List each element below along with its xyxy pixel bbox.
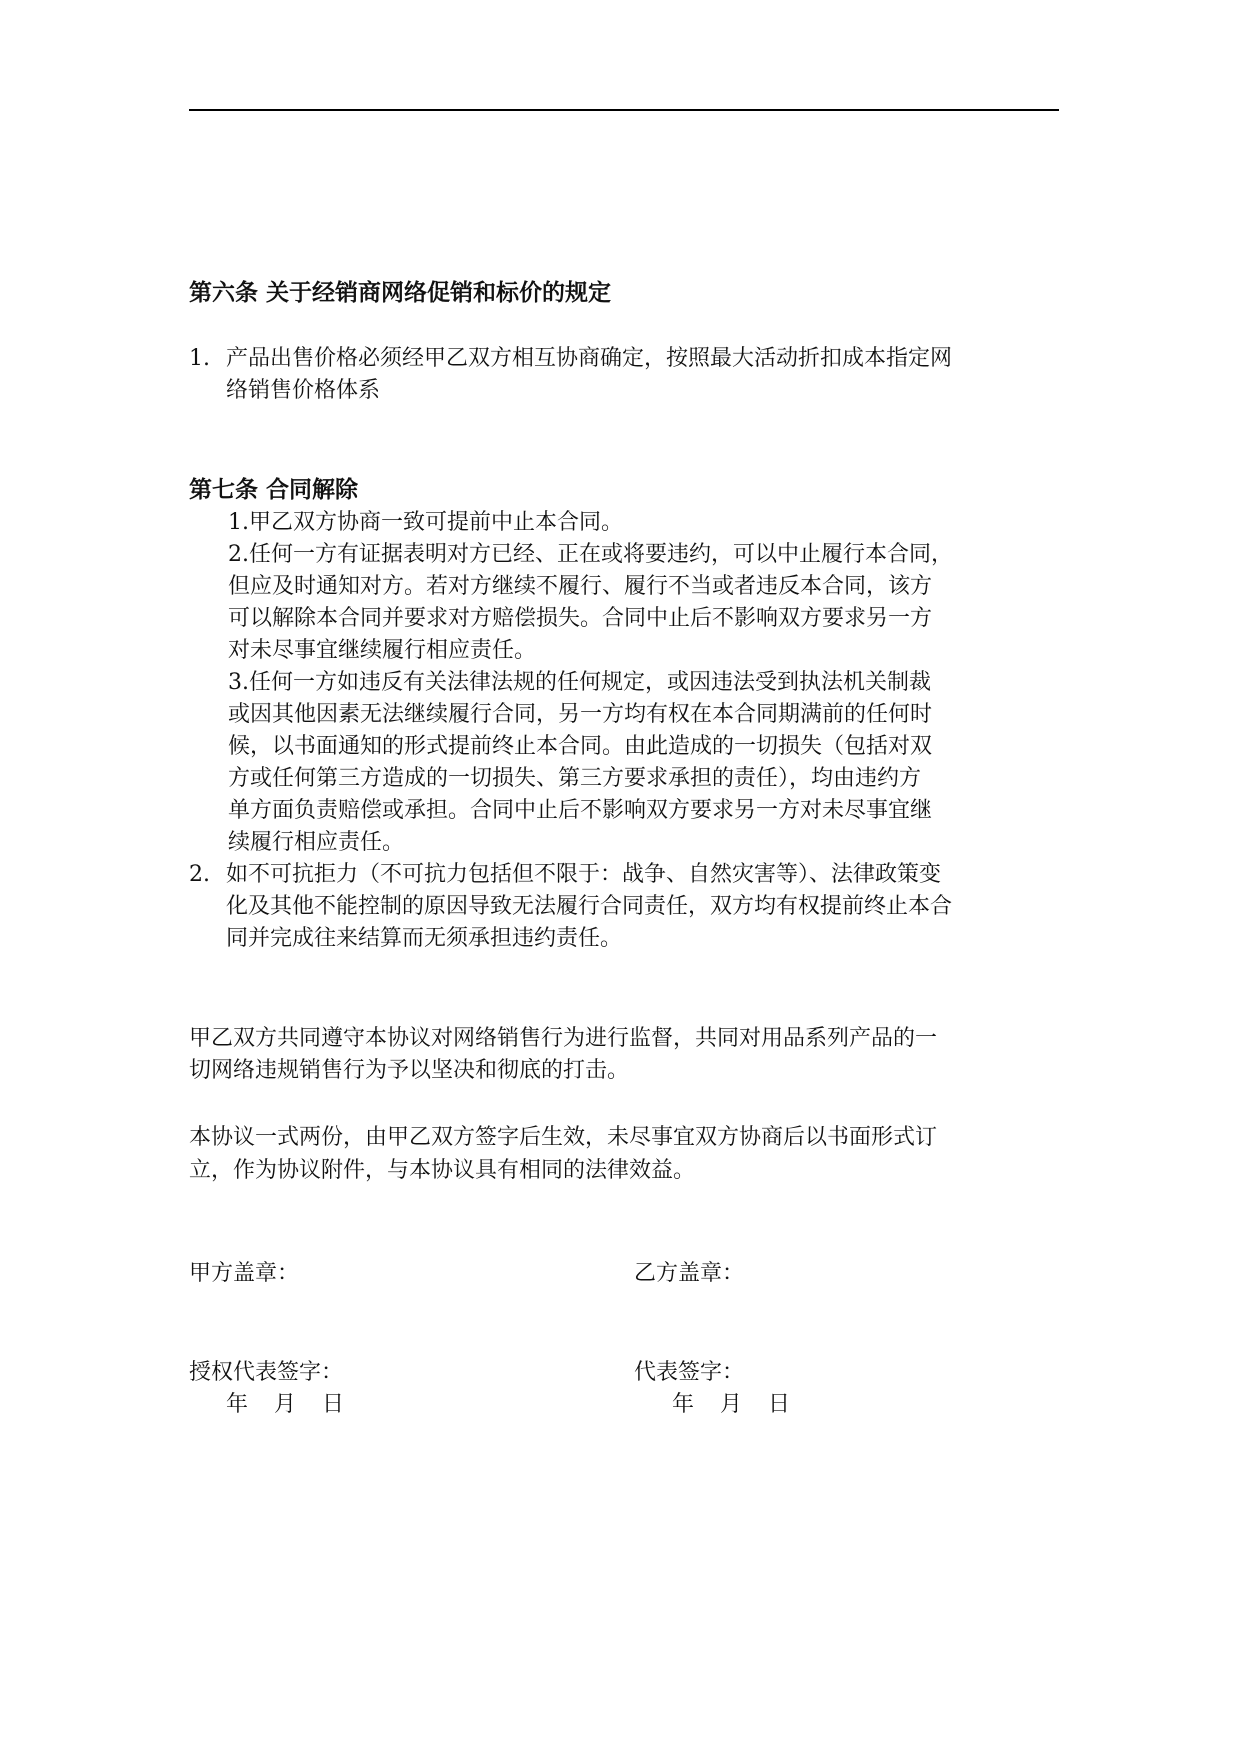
article-7-clause-2-line: 可以解除本合同并要求对方赔偿损失。合同中止后不影响双方要求另一方: [228, 606, 933, 631]
article-6-item-1-line-2: 络销售价格体系: [226, 378, 381, 403]
article-7-item-2-number: 2.: [189, 862, 210, 887]
party-b-seal-label: 乙方盖章：: [634, 1261, 745, 1286]
article-6-heading: 第六条 关于经销商网络促销和标价的规定: [189, 280, 612, 306]
article-7-clause-1: 1.甲乙双方协商一致可提前中止本合同。: [228, 510, 623, 535]
article-6-item-1-number: 1.: [189, 346, 210, 371]
party-a-seal-label: 甲方盖章：: [189, 1261, 300, 1286]
article-7-clause-2-line: 2.任何一方有证据表明对方已经、正在或将要违约，可以中止履行本合同，: [228, 542, 953, 567]
party-a-date: [226, 1389, 370, 1421]
article-7-clause-3-line: 3.任何一方如违反有关法律法规的任何规定，或因违法受到执法机关制裁: [228, 670, 931, 695]
article-7-item-2-line: 同并完成往来结算而无须承担违约责任。: [226, 926, 623, 951]
article-7-clause-3-line: 或因其他因素无法继续履行合同，另一方均有权在本合同期满前的任何时: [228, 702, 933, 727]
party-a-rep-signature-label: 授权代表签字：: [189, 1360, 344, 1385]
date-day: 日: [768, 1392, 791, 1417]
date-year: 年: [672, 1392, 695, 1417]
article-7-clause-3-line: 候，以书面通知的形式提前终止本合同。由此造成的一切损失（包括对双: [228, 734, 933, 759]
closing-paragraph-1-line: 切网络违规销售行为予以坚决和彻底的打击。: [189, 1058, 630, 1083]
article-7-clause-3-line: 续履行相应责任。: [228, 830, 405, 855]
article-7-clause-3-line: 方或任何第三方造成的一切损失、第三方要求承担的责任），均由违约方: [228, 766, 922, 791]
article-7-clause-2-line: 但应及时通知对方。若对方继续不履行、履行不当或者违反本合同，该方: [228, 574, 933, 599]
closing-paragraph-2-line: 立，作为协议附件，与本协议具有相同的法律效益。: [189, 1158, 696, 1183]
article-7-clause-3-line: 单方面负责赔偿或承担。合同中止后不影响双方要求另一方对未尽事宜继: [228, 798, 933, 823]
date-year: 年: [226, 1392, 249, 1417]
article-7-item-2-line: 如不可抗拒力（不可抗力包括但不限于：战争、自然灾害等）、法律政策变: [226, 862, 942, 887]
date-day: 日: [322, 1392, 345, 1417]
article-7-heading: 第七条 合同解除: [189, 477, 359, 503]
article-7-clause-2-line: 对未尽事宜继续履行相应责任。: [228, 638, 537, 663]
date-month: 月: [274, 1392, 297, 1417]
party-b-rep-signature-label: 代表签字：: [634, 1360, 745, 1385]
party-b-date: [672, 1389, 816, 1421]
date-month: 月: [720, 1392, 743, 1417]
article-7-item-2-line: 化及其他不能控制的原因导致无法履行合同责任，双方均有权提前终止本合: [226, 894, 953, 919]
closing-paragraph-1-line: 甲乙双方共同遵守本协议对网络销售行为进行监督，共同对用品系列产品的一: [189, 1026, 938, 1051]
closing-paragraph-2-line: 本协议一式两份，由甲乙双方签字后生效，未尽事宜双方协商后以书面形式订: [189, 1125, 938, 1150]
article-6-item-1-line-1: 产品出售价格必须经甲乙双方相互协商确定，按照最大活动折扣成本指定网: [226, 346, 953, 371]
header-rule: [189, 109, 1059, 111]
